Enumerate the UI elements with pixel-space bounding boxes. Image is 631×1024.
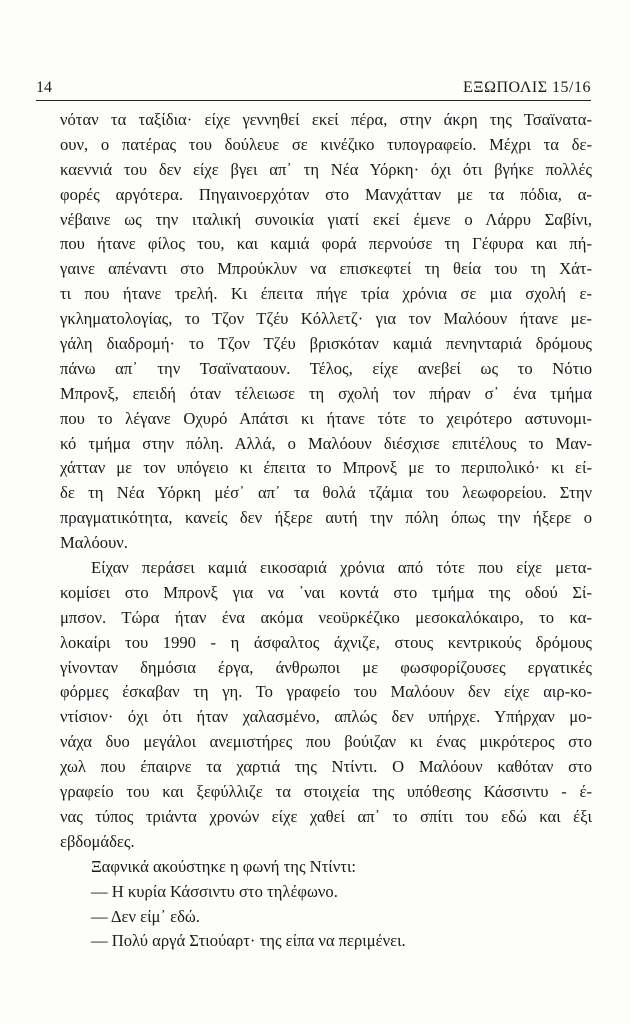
paragraph-3 <box>60 855 592 880</box>
text-line: κομίσει στο Μπρονξ για να ᾽ναι κοντά στο τμήμα της οδού Σί- <box>60 582 592 602</box>
text-line: εβδομάδες. <box>60 831 135 851</box>
text-line: φόρμες έσκαβαν τη γη. Το γραφείο του Μαλόουν δεν είχε αιρ-κο- <box>60 682 592 702</box>
text-line: γίνονταν δημόσια έργα, άνθρωποι με φωσφορίζουσες εργατικές <box>60 657 592 677</box>
text-line: που το λέγανε Οχυρό Απάτσι κι ήτανε τότε το χειρότερο αστυνομι- <box>60 408 592 428</box>
text-line: Ξαφνικά ακούστηκε η φωνή της Ντίντι: <box>91 856 357 876</box>
dialogue-line: — Δεν είμ᾽ εδώ. <box>91 906 200 926</box>
paragraph-1 <box>60 108 592 556</box>
text-line: γαινε απέναντι στο Μπρούκλυν να επισκεφτεί τη θεία του τη Χάτ- <box>60 259 592 279</box>
text-line: καεννιά του δεν είχε βγει απ᾽ τη Νέα Υόρκη· όχι ότι βγήκε πολλές <box>60 159 592 179</box>
text-line: Μαλόουν. <box>60 533 128 553</box>
text-line: χάτταν με τον υπόγειο κι έπειτα το Μπρονξ με το περιπολικό· κι εί- <box>60 458 592 478</box>
text-line: νας τύπος τριάντα χρονών είχε χαθεί απ᾽ το σπίτι του εδώ και έξι <box>60 806 592 826</box>
dialogue-1 <box>60 880 592 905</box>
text-line: λοκαίρι του 1990 - η άσφαλτος άχνιζε, στους κεντρικούς δρόμους <box>60 632 592 652</box>
text-line: δε τη Νέα Υόρκη μέσ᾽ απ᾽ τα θολά τζάμια του λεωφορείου. Στην <box>60 483 592 503</box>
text-line: μπσον. Τώρα ήταν ένα ακόμα νεοϋρκέζικο μεσοκαλόκαιρο, το κα- <box>60 607 592 627</box>
text-line: που ήτανε φίλος του, και καμιά φορά περνούσε τη Γέφυρα και πή- <box>60 234 592 254</box>
text-line: νέβαινε ως την ιταλική συνοικία γιατί εκεί έμενε ο Λάρρυ Σαβίνι, <box>60 209 592 229</box>
text-line: Μπρονξ, επειδή όταν τέλειωσε τη σχολή τον πήραν σ᾽ ένα τμήμα <box>60 383 592 403</box>
text-line: γραφείο του και ξεφύλλιζε τα στοιχεία της υπόθεσης Κάσσιντυ - έ- <box>60 782 592 802</box>
text-line: πραγματικότητα, κανείς δεν ήξερε αυτή την πόλη όπως την ήξερε ο <box>60 508 592 528</box>
text-line: ουν, ο πατέρας του δούλευε σε κινέζικο τυπογραφείο. Μέχρι τα δε- <box>60 134 592 154</box>
text-line: χωλ που έπαιρνε τα χαρτιά της Ντίντι. Ο Μαλόουν καθόταν στο <box>60 757 592 777</box>
header-rule <box>36 100 591 101</box>
text-line: ντίσιον· όχι ότι ήταν χαλασμένο, απλώς δεν υπήρχε. Υπήρχαν μο- <box>60 707 592 727</box>
text-line: κό τμήμα στην πόλη. Αλλά, ο Μαλόουν διέσχισε επιτέλους το Μαν- <box>60 433 592 453</box>
dialogue-line: — Η κυρία Κάσσιντυ στο τηλέφωνο. <box>91 881 338 901</box>
text-line: νόταν τα ταξίδια· είχε γεννηθεί εκεί πέρα, στην άκρη της Τσαϊνατα- <box>60 110 592 129</box>
page-header <box>36 78 591 100</box>
text-line: γάλη διαδρομή· το Τζον Τζέυ βρισκόταν καμιά πενηνταριά δρόμους <box>60 334 592 354</box>
paragraph-2 <box>60 556 592 855</box>
text-line: πάνω απ᾽ την Τσαϊναταουν. Τέλος, είχε ανεβεί ως το Νότιο <box>60 358 592 378</box>
dialogue-line: — Πολύ αργά Στιούαρτ· της είπα να περιμένει. <box>91 931 406 951</box>
dialogue-2 <box>60 905 592 930</box>
text-line: Είχαν περάσει καμιά εικοσαριά χρόνια από τότε που είχε μετα- <box>91 558 592 578</box>
page-number: 14 <box>36 79 52 96</box>
running-title: ΕΞΩΠΟΛΙΣ 15/16 <box>463 79 591 96</box>
text-line: γκληματολογίας, το Τζον Τζέυ Κόλλετζ· για τον Μαλόουν ήτανε με- <box>60 309 592 329</box>
text-line: νάχα δυο μεγάλοι ανεμιστήρες που βούιζαν κι ένας μικρότερος στο <box>60 732 592 752</box>
text-line: τι που ήτανε τρελή. Κι έπειτα πήγε τρία χρόνια σε μια σχολή ε- <box>60 284 592 304</box>
text-line: φορές αργότερα. Πηγαινοερχόταν στο Μανχάτταν με τα πόδια, α- <box>60 184 592 204</box>
dialogue-3 <box>60 929 592 954</box>
body-text <box>60 108 592 954</box>
